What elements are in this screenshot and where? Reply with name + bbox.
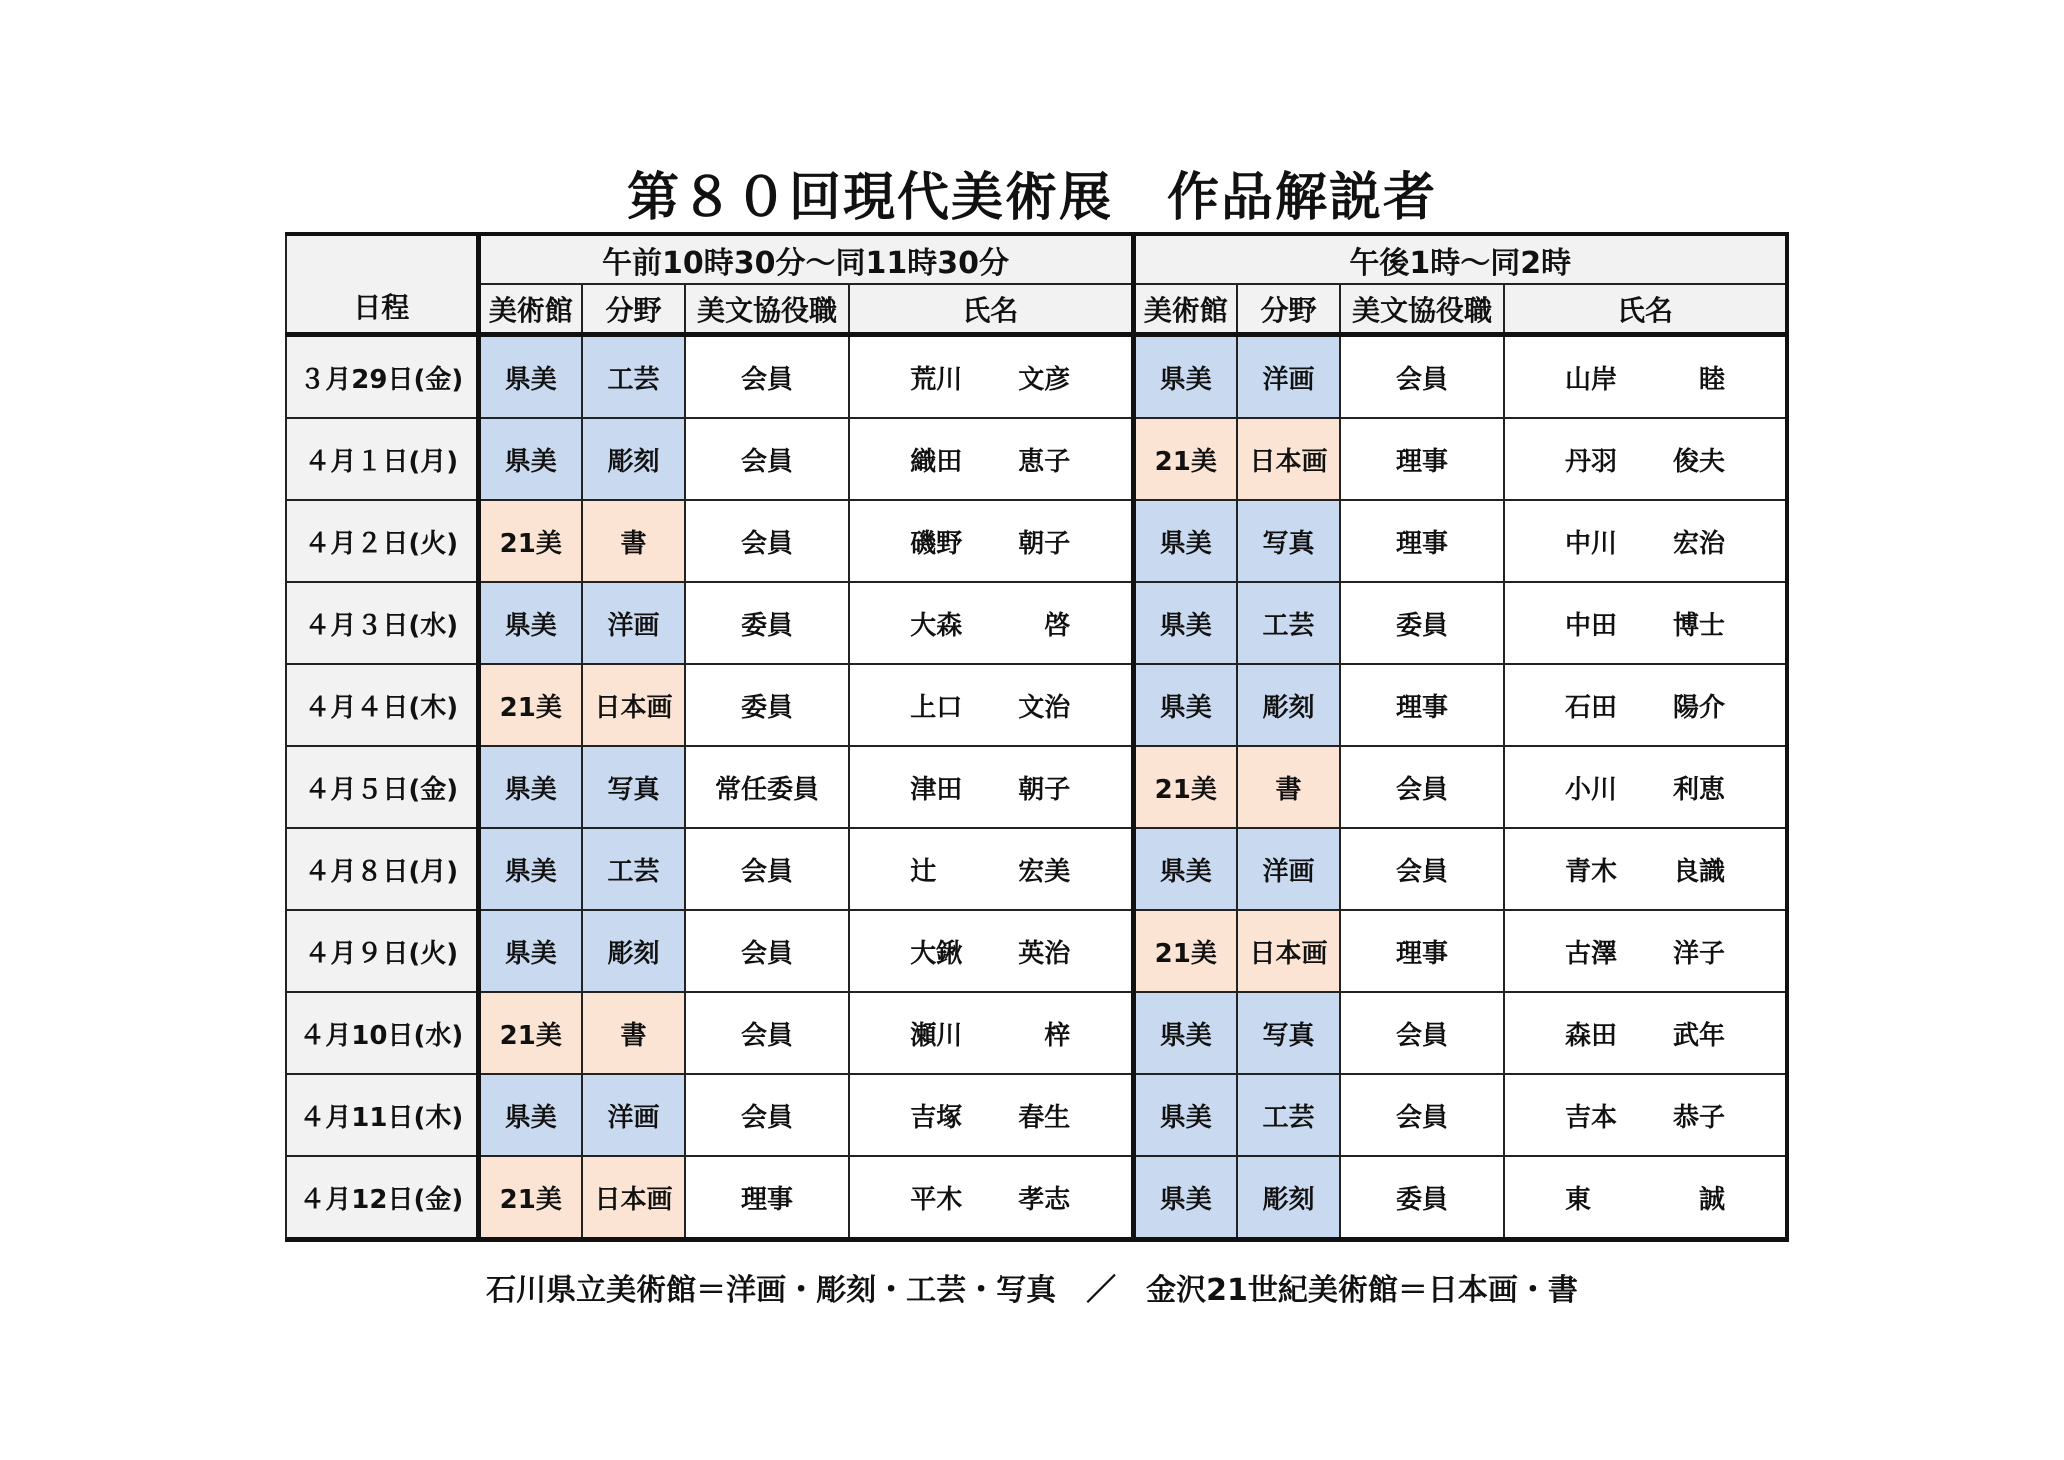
family-name: 辻 (910, 856, 937, 887)
am-venue-cell: 21美 (478, 500, 582, 582)
given-name: 宏治 (1672, 528, 1725, 559)
am-name-cell (849, 664, 1133, 746)
pm-field-cell: 彫刻 (1237, 664, 1340, 746)
pm-field-cell: 日本画 (1237, 418, 1340, 500)
am-field-cell: 彫刻 (582, 910, 685, 992)
pm-name-cell (1504, 1074, 1787, 1156)
am-name-cell (849, 910, 1133, 992)
pm-role-cell: 理事 (1340, 664, 1504, 746)
pm-name-cell (1504, 1156, 1787, 1240)
am-role-cell: 理事 (685, 1156, 849, 1240)
person-name (910, 441, 1070, 478)
am-period-header: 午前10時30分～同11時30分 (478, 234, 1133, 284)
family-name: 丹羽 (1565, 446, 1618, 477)
am-role-cell: 常任委員 (685, 746, 849, 828)
table-row (286, 1074, 1787, 1156)
person-name (1565, 441, 1725, 478)
date-cell: ３月29日(金) (286, 335, 478, 419)
pm-venue-cell: 21美 (1133, 910, 1237, 992)
pm-name-cell (1504, 828, 1787, 910)
date-cell: ４月10日(水) (286, 992, 478, 1074)
pm-name-cell (1504, 992, 1787, 1074)
pm-field-cell: 写真 (1237, 992, 1340, 1074)
am-field-cell: 洋画 (582, 582, 685, 664)
table-row (286, 828, 1787, 910)
person-name (1565, 1097, 1725, 1134)
family-name: 織田 (910, 446, 963, 477)
given-name: 梓 (1044, 1020, 1071, 1051)
given-name: 孝志 (1018, 1184, 1071, 1215)
given-name: 俊夫 (1672, 446, 1725, 477)
am-name-cell (849, 418, 1133, 500)
pm-venue-cell: 県美 (1133, 335, 1237, 419)
person-name (1565, 1179, 1725, 1216)
date-cell: ４月１日(月) (286, 418, 478, 500)
table-row (286, 418, 1787, 500)
given-name: 博士 (1672, 610, 1725, 641)
person-name (910, 1097, 1070, 1134)
person-name (910, 1179, 1070, 1216)
pm-name-cell (1504, 335, 1787, 419)
am-name-cell (849, 746, 1133, 828)
am-field-cell: 日本画 (582, 1156, 685, 1240)
family-name: 大森 (910, 610, 963, 641)
family-name: 森田 (1565, 1020, 1618, 1051)
pm-field-cell: 洋画 (1237, 335, 1340, 419)
family-name: 荒川 (910, 364, 963, 395)
pm-role-cell: 会員 (1340, 335, 1504, 419)
am-role-cell: 委員 (685, 582, 849, 664)
given-name: 武年 (1672, 1020, 1725, 1051)
am-venue-cell: 県美 (478, 910, 582, 992)
family-name: 石田 (1565, 692, 1618, 723)
given-name: 啓 (1044, 610, 1071, 641)
pm-role-cell: 会員 (1340, 828, 1504, 910)
date-cell: ４月９日(火) (286, 910, 478, 992)
person-name (1565, 687, 1725, 724)
pm-name-cell (1504, 500, 1787, 582)
given-name: 睦 (1698, 364, 1725, 395)
table-row (286, 1156, 1787, 1240)
date-cell: ４月11日(木) (286, 1074, 478, 1156)
am-name-header: 氏名 (849, 284, 1133, 335)
pm-role-cell: 委員 (1340, 1156, 1504, 1240)
table-row (286, 500, 1787, 582)
pm-name-cell (1504, 746, 1787, 828)
am-venue-header: 美術館 (478, 284, 582, 335)
pm-name-cell (1504, 910, 1787, 992)
am-role-cell: 会員 (685, 500, 849, 582)
family-name: 大鍬 (910, 938, 963, 969)
am-venue-cell: 21美 (478, 1156, 582, 1240)
given-name: 春生 (1018, 1102, 1071, 1133)
given-name: 誠 (1698, 1184, 1725, 1215)
family-name: 吉塚 (910, 1102, 963, 1133)
family-name: 吉本 (1565, 1102, 1618, 1133)
family-name: 磯野 (910, 528, 963, 559)
am-field-cell: 写真 (582, 746, 685, 828)
family-name: 山岸 (1565, 364, 1618, 395)
am-name-cell (849, 992, 1133, 1074)
pm-role-cell: 理事 (1340, 910, 1504, 992)
am-name-cell (849, 1156, 1133, 1240)
am-role-cell: 会員 (685, 828, 849, 910)
person-name (1565, 359, 1725, 396)
pm-field-cell: 工芸 (1237, 582, 1340, 664)
am-role-cell: 会員 (685, 992, 849, 1074)
family-name: 中川 (1565, 528, 1618, 559)
given-name: 英治 (1018, 938, 1071, 969)
family-name: 小川 (1565, 774, 1618, 805)
am-venue-cell: 県美 (478, 335, 582, 419)
date-cell: ４月５日(金) (286, 746, 478, 828)
date-cell: ４月８日(月) (286, 828, 478, 910)
pm-field-cell: 日本画 (1237, 910, 1340, 992)
pm-name-header: 氏名 (1504, 284, 1787, 335)
pm-role-cell: 会員 (1340, 746, 1504, 828)
table-row (286, 746, 1787, 828)
am-role-cell: 会員 (685, 910, 849, 992)
family-name: 平木 (910, 1184, 963, 1215)
family-name: 古澤 (1565, 938, 1618, 969)
am-venue-cell: 県美 (478, 418, 582, 500)
person-name (910, 1015, 1070, 1052)
given-name: 朝子 (1018, 774, 1071, 805)
person-name (910, 933, 1070, 970)
am-name-cell (849, 582, 1133, 664)
am-field-header: 分野 (582, 284, 685, 335)
table-row (286, 335, 1787, 419)
pm-role-cell: 理事 (1340, 418, 1504, 500)
date-cell: ４月３日(水) (286, 582, 478, 664)
pm-venue-cell: 県美 (1133, 664, 1237, 746)
am-name-cell (849, 828, 1133, 910)
pm-period-header: 午後1時～同2時 (1133, 234, 1787, 284)
am-role-cell: 会員 (685, 418, 849, 500)
pm-name-cell (1504, 418, 1787, 500)
am-venue-cell: 県美 (478, 828, 582, 910)
am-name-cell (849, 500, 1133, 582)
pm-role-cell: 理事 (1340, 500, 1504, 582)
pm-venue-cell: 県美 (1133, 582, 1237, 664)
date-cell: ４月２日(火) (286, 500, 478, 582)
page-title: 第８０回現代美術展 作品解説者 (626, 168, 1437, 228)
pm-field-cell: 写真 (1237, 500, 1340, 582)
pm-venue-cell: 県美 (1133, 992, 1237, 1074)
pm-field-cell: 書 (1237, 746, 1340, 828)
am-name-cell (849, 335, 1133, 419)
family-name: 青木 (1565, 856, 1618, 887)
am-venue-cell: 県美 (478, 1074, 582, 1156)
schedule-table (285, 232, 1789, 1242)
given-name: 宏美 (1018, 856, 1071, 887)
given-name: 洋子 (1672, 938, 1725, 969)
family-name: 瀬川 (910, 1020, 963, 1051)
pm-venue-cell: 21美 (1133, 746, 1237, 828)
pm-venue-cell: 県美 (1133, 1074, 1237, 1156)
am-venue-cell: 21美 (478, 664, 582, 746)
person-name (910, 851, 1070, 888)
given-name: 文彦 (1018, 364, 1071, 395)
pm-field-header: 分野 (1237, 284, 1340, 335)
person-name (1565, 523, 1725, 560)
pm-venue-cell: 21美 (1133, 418, 1237, 500)
person-name (1565, 605, 1725, 642)
person-name (1565, 851, 1725, 888)
given-name: 恭子 (1672, 1102, 1725, 1133)
am-role-cell: 会員 (685, 1074, 849, 1156)
am-role-cell: 委員 (685, 664, 849, 746)
table-row (286, 582, 1787, 664)
table-row (286, 664, 1787, 746)
person-name (1565, 1015, 1725, 1052)
table-row (286, 910, 1787, 992)
am-venue-cell: 県美 (478, 582, 582, 664)
family-name: 上口 (910, 692, 963, 723)
pm-venue-header: 美術館 (1133, 284, 1237, 335)
pm-role-cell: 委員 (1340, 582, 1504, 664)
am-field-cell: 彫刻 (582, 418, 685, 500)
person-name (910, 687, 1070, 724)
am-name-cell (849, 1074, 1133, 1156)
person-name (910, 769, 1070, 806)
am-field-cell: 書 (582, 992, 685, 1074)
am-field-cell: 洋画 (582, 1074, 685, 1156)
given-name: 陽介 (1672, 692, 1725, 723)
pm-role-header: 美文協役職 (1340, 284, 1504, 335)
pm-role-cell: 会員 (1340, 992, 1504, 1074)
date-cell: ４月４日(木) (286, 664, 478, 746)
am-role-header: 美文協役職 (685, 284, 849, 335)
am-venue-cell: 21美 (478, 992, 582, 1074)
given-name: 良識 (1672, 856, 1725, 887)
person-name (910, 523, 1070, 560)
venue-legend: 石川県立美術館＝洋画・彫刻・工芸・写真 ／ 金沢21世紀美術館＝日本画・書 (486, 1273, 1578, 1308)
pm-role-cell: 会員 (1340, 1074, 1504, 1156)
date-cell: ４月12日(金) (286, 1156, 478, 1240)
am-field-cell: 日本画 (582, 664, 685, 746)
pm-name-cell (1504, 664, 1787, 746)
date-header: 日程 (286, 234, 478, 335)
pm-field-cell: 洋画 (1237, 828, 1340, 910)
person-name (1565, 933, 1725, 970)
pm-field-cell: 彫刻 (1237, 1156, 1340, 1240)
pm-venue-cell: 県美 (1133, 828, 1237, 910)
am-field-cell: 工芸 (582, 828, 685, 910)
person-name (910, 359, 1070, 396)
pm-name-cell (1504, 582, 1787, 664)
am-venue-cell: 県美 (478, 746, 582, 828)
given-name: 利恵 (1672, 774, 1725, 805)
person-name (1565, 769, 1725, 806)
given-name: 文治 (1018, 692, 1071, 723)
am-role-cell: 会員 (685, 335, 849, 419)
pm-venue-cell: 県美 (1133, 500, 1237, 582)
am-field-cell: 書 (582, 500, 685, 582)
family-name: 東 (1565, 1184, 1592, 1215)
pm-field-cell: 工芸 (1237, 1074, 1340, 1156)
given-name: 朝子 (1018, 528, 1071, 559)
given-name: 恵子 (1018, 446, 1071, 477)
am-field-cell: 工芸 (582, 335, 685, 419)
pm-venue-cell: 県美 (1133, 1156, 1237, 1240)
family-name: 津田 (910, 774, 963, 805)
person-name (910, 605, 1070, 642)
table-row (286, 992, 1787, 1074)
family-name: 中田 (1565, 610, 1618, 641)
